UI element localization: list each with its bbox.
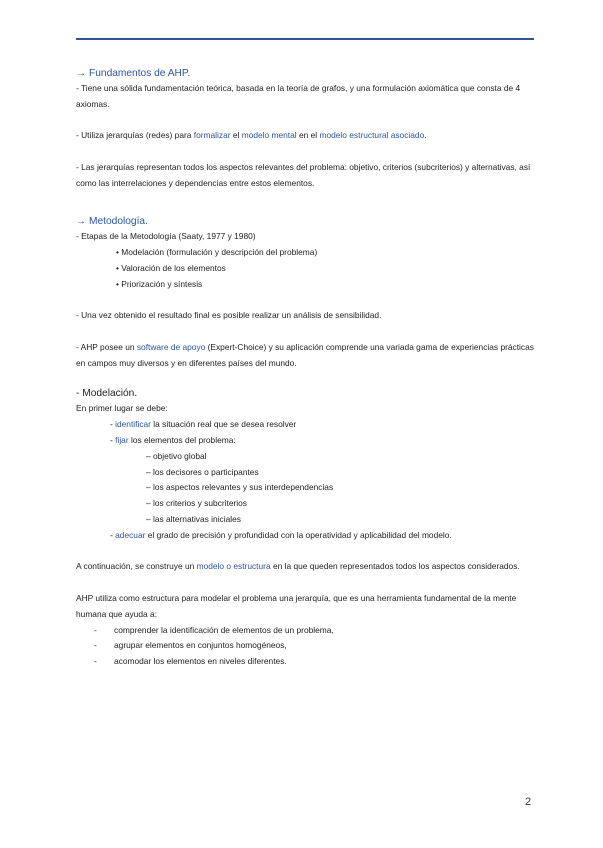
list-item: [76, 654, 536, 670]
list-item: [76, 638, 536, 654]
text: los elementos del problema:: [128, 434, 236, 445]
text: -: [110, 529, 116, 540]
paragraph: [76, 340, 536, 372]
list-item: • Priorización y síntesis: [116, 278, 203, 289]
text: -: [110, 434, 116, 445]
paragraph: - Etapas de la Metodología (Saaty, 1977 y 1980): [76, 231, 256, 242]
highlight-term: identificar: [115, 419, 151, 430]
section-heading-modelacion: - Modelación.: [76, 388, 138, 400]
list-item: • Modelación (formulación y descripción del problema): [116, 247, 318, 258]
highlight-term: formalizar: [193, 130, 231, 141]
sub-list-item: – los decisores o participantes: [146, 466, 259, 477]
text: el grado de precisión y profundidad con la operatividad y aplicabilidad del modelo.: [145, 529, 452, 540]
list-item: [76, 433, 536, 449]
text: la situación real que se desea resolver: [150, 419, 297, 430]
text: agrupar elementos en conjuntos homogéneos,: [114, 640, 287, 651]
section-heading-fundamentos: → Fundamentos de AHP.: [76, 68, 191, 79]
text: (Expert-Choice) y su aplicación comprende una variada gama de experiencias prácticas en campos muy diversos y en diferentes países del mundo.: [76, 341, 534, 368]
list-item: [76, 528, 536, 544]
paragraph: [76, 128, 536, 144]
highlight-term: fijar: [115, 434, 129, 445]
text: acomodar los elementos en niveles diferentes.: [114, 656, 287, 667]
list-item: [76, 417, 536, 433]
sub-list-item: – los criterios y subcriterios: [146, 498, 247, 509]
sub-list-item: – las alternativas iniciales: [146, 513, 241, 524]
text: - Utiliza jerarquías (redes) para: [76, 130, 194, 141]
highlight-term: adecuar: [115, 529, 146, 540]
section-heading-metodologia: → Metodología.: [76, 216, 148, 228]
highlight-term: modelo o estructura: [196, 561, 271, 572]
text: el: [230, 130, 242, 141]
text: -: [110, 419, 116, 430]
text: comprender la identificación de elementos de un problema,: [114, 624, 334, 635]
paragraph: En primer lugar se debe:: [76, 403, 168, 414]
paragraph: - Tiene una sólida fundamentación teórica, basada en la teoría de grafos, y una formulación axiomática que consta de 4 axiomas.: [76, 83, 521, 109]
sub-list-item: – los aspectos relevantes y sus interdependencias: [146, 482, 334, 493]
list-dash: -: [94, 640, 97, 651]
list-item: [76, 623, 536, 639]
paragraph: - Las jerarquías representan todos los aspectos relevantes del problema: objetivo, criterios (subcriterios) y alternativas, así como las interrelaciones y dependencias entre estos elementos.: [76, 161, 531, 188]
header-rule: [76, 38, 534, 40]
highlight-term: modelo mental: [241, 130, 297, 141]
paragraph: [76, 559, 536, 575]
list-dash: -: [94, 624, 97, 635]
page-number: 2: [525, 796, 532, 808]
paragraph: - Una vez obtenido el resultado final es posible realizar un análisis de sensibilidad.: [76, 310, 382, 321]
text: .: [424, 130, 427, 141]
list-item: • Valoración de los elementos: [116, 262, 226, 273]
paragraph: AHP utiliza como estructura para modelar el problema una jerarquía, que es una herramienta fundamental de la mente humana que ayuda a:: [76, 592, 517, 619]
text: - AHP posee un: [76, 341, 137, 352]
text: A continuación, se construye un: [76, 561, 197, 572]
list-dash: -: [94, 656, 97, 667]
document-body: [76, 67, 536, 670]
highlight-term: modelo estructural asociado: [319, 130, 425, 141]
text: en el: [296, 130, 320, 141]
highlight-term: software de apoyo: [136, 341, 206, 352]
sub-list-item: – objetivo global: [146, 450, 207, 461]
text: en la que queden representados todos los aspectos considerados.: [270, 561, 520, 572]
